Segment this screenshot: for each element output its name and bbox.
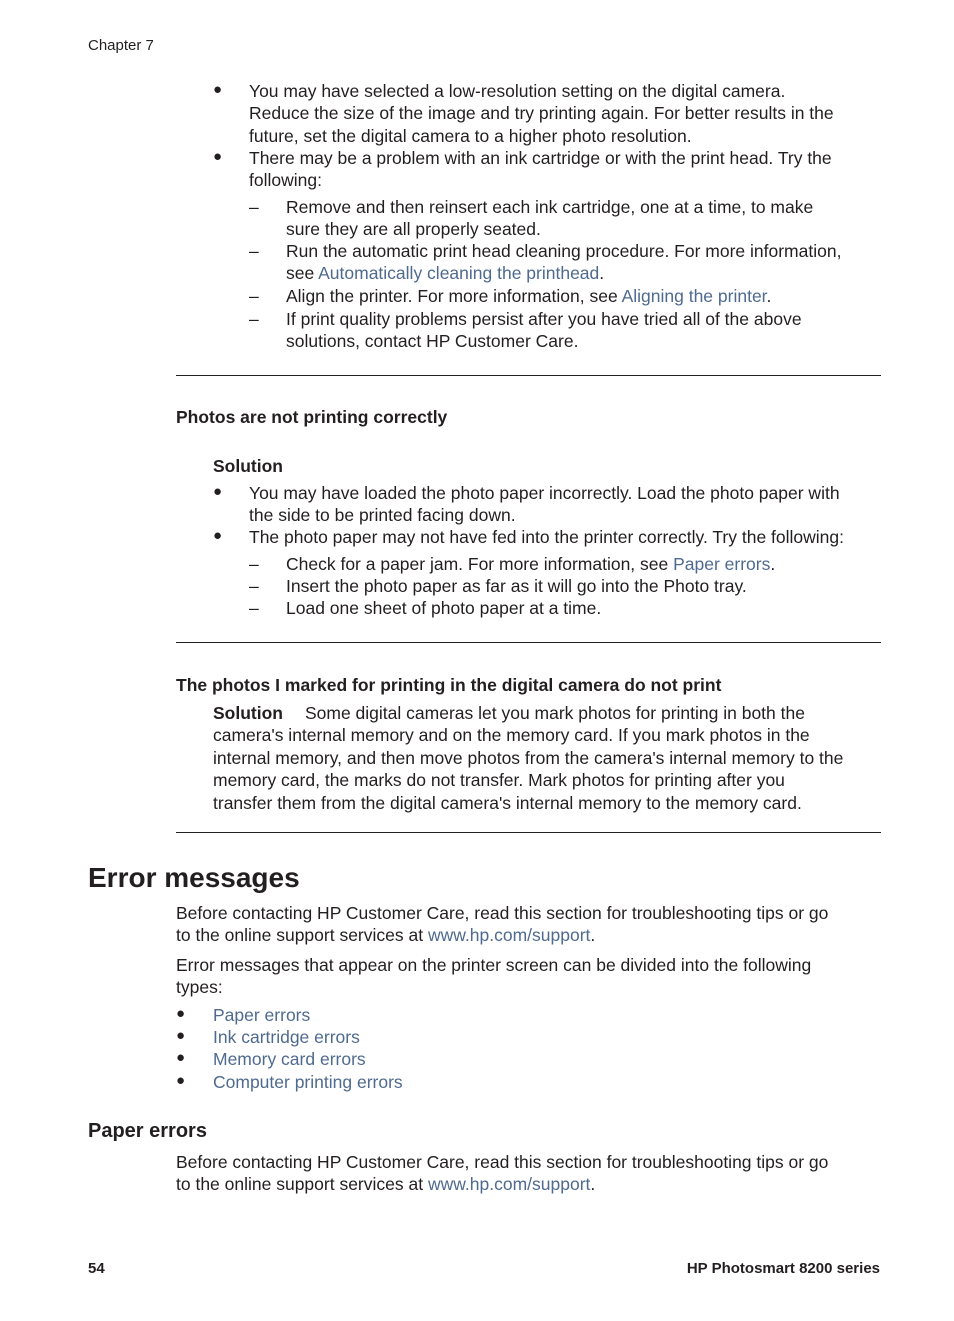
list-item xyxy=(249,147,832,192)
link-aligning-the-printer[interactable]: Aligning the printer xyxy=(621,286,767,306)
bullet-marker: ● xyxy=(213,527,223,544)
dash-marker: – xyxy=(249,598,259,618)
link-ink-cartridge-errors[interactable]: Ink cartridge errors xyxy=(213,1027,360,1047)
text-line: Remove and then reinsert each ink cartridge, one at a time, to make xyxy=(286,197,814,217)
list-item xyxy=(249,526,844,548)
bullet-marker: ● xyxy=(176,1027,186,1044)
text-line: solutions, contact HP Customer Care. xyxy=(286,331,579,352)
text-line xyxy=(213,702,883,724)
page-title: Error messages xyxy=(88,862,300,893)
text-span: to the online support services at xyxy=(176,925,428,946)
text-line: Before contacting HP Customer Care, read this section for troubleshooting tips or go xyxy=(176,1152,829,1172)
text-line: If print quality problems persist after you have tried all of the above xyxy=(286,309,802,329)
text-line: Error messages that appear on the printer screen can be divided into the following xyxy=(176,955,812,975)
solution-paragraph xyxy=(213,702,883,814)
text-span: see xyxy=(286,263,319,284)
text-span: . xyxy=(599,263,605,284)
dash-marker: – xyxy=(249,576,259,596)
text-line: types: xyxy=(176,977,223,998)
text-span: . xyxy=(770,554,776,574)
text-line: Run the automatic print head cleaning procedure. For more information, xyxy=(286,241,842,261)
page-number: 54 xyxy=(88,1260,105,1277)
text-line: The photo paper may not have fed into the printer correctly. Try the following: xyxy=(249,527,844,547)
text-line: There may be a problem with an ink cartridge or with the print head. Try the xyxy=(249,148,832,168)
list-item xyxy=(286,308,802,353)
text-line: transfer them from the digital camera's internal memory to the memory card. xyxy=(213,792,802,813)
text-span: Check for a paper jam. For more information, see xyxy=(286,554,674,574)
link-hp-support[interactable]: www.hp.com/support xyxy=(427,925,591,946)
dash-marker: – xyxy=(249,554,259,574)
text-line: You may have selected a low-resolution setting on the digital camera. xyxy=(249,81,786,101)
link-memory-card-errors[interactable]: Memory card errors xyxy=(213,1049,366,1069)
text-line: Before contacting HP Customer Care, read this section for troubleshooting tips or go xyxy=(176,903,829,923)
bullet-marker: ● xyxy=(176,1005,186,1022)
text-line: sure they are all properly seated. xyxy=(286,219,541,240)
link-computer-printing-errors[interactable]: Computer printing errors xyxy=(213,1072,403,1092)
text-span: Some digital cameras let you mark photos for printing in both the xyxy=(304,703,805,723)
list-item xyxy=(286,553,775,575)
list-item xyxy=(286,196,813,241)
dash-marker: – xyxy=(249,309,259,329)
section-divider xyxy=(176,832,881,833)
bullet-marker: ● xyxy=(213,483,223,500)
chapter-label: Chapter 7 xyxy=(88,37,154,54)
paper-errors-paragraph xyxy=(176,1151,828,1196)
section-heading: Photos are not printing correctly xyxy=(176,407,448,427)
text-span: . xyxy=(766,286,772,306)
link-paper-errors[interactable]: Paper errors xyxy=(673,554,771,574)
link-paper-errors[interactable]: Paper errors xyxy=(213,1005,311,1025)
text-line: You may have loaded the photo paper incorrectly. Load the photo paper with xyxy=(249,483,840,503)
list-item: Load one sheet of photo paper at a time. xyxy=(286,598,602,618)
section-divider xyxy=(176,642,881,643)
link-automatically-cleaning-printhead[interactable]: Automatically cleaning the printhead xyxy=(318,263,600,284)
text-span: . xyxy=(590,925,596,946)
text-line xyxy=(286,285,771,307)
dash-marker: – xyxy=(249,241,259,261)
bullet-marker: ● xyxy=(213,148,223,165)
text-line xyxy=(286,262,841,284)
text-line xyxy=(176,924,828,946)
text-line: the side to be printed facing down. xyxy=(249,505,516,526)
subsection-heading: Paper errors xyxy=(88,1120,207,1142)
section-divider xyxy=(176,375,881,376)
text-line: camera's internal memory and on the memory card. If you mark photos in the xyxy=(213,725,810,746)
list-item xyxy=(286,285,771,307)
solution-label: Solution xyxy=(213,456,283,476)
text-line: Reduce the size of the image and try printing again. For better results in the xyxy=(249,103,834,124)
text-span: Align the printer. For more information, see xyxy=(286,286,622,306)
dash-marker: – xyxy=(249,286,259,306)
text-line xyxy=(176,1173,828,1195)
link-hp-support[interactable]: www.hp.com/support xyxy=(427,1174,591,1195)
bullet-marker: ● xyxy=(213,81,223,98)
product-name: HP Photosmart 8200 series xyxy=(686,1260,880,1277)
solution-label: Solution xyxy=(213,703,283,723)
text-line: memory card, the marks do not transfer. Mark photos for printing after you xyxy=(213,770,785,791)
intro-paragraph xyxy=(176,902,828,947)
bullet-marker: ● xyxy=(176,1049,186,1066)
list-item: Insert the photo paper as far as it will go into the Photo tray. xyxy=(286,576,747,596)
text-line: future, set the digital camera to a higher photo resolution. xyxy=(249,125,692,146)
list-item xyxy=(249,482,840,527)
text-span: . xyxy=(590,1174,596,1195)
types-paragraph xyxy=(176,954,811,999)
section-heading: The photos I marked for printing in the digital camera do not print xyxy=(176,675,722,695)
text-line xyxy=(286,553,775,575)
list-item xyxy=(286,240,841,285)
dash-marker: – xyxy=(249,197,259,217)
list-item xyxy=(249,80,834,147)
text-span: to the online support services at xyxy=(176,1174,428,1195)
text-line: internal memory, and then move photos from the camera's internal memory to the xyxy=(213,747,844,768)
text-line: following: xyxy=(249,170,322,191)
bullet-marker: ● xyxy=(176,1072,186,1089)
